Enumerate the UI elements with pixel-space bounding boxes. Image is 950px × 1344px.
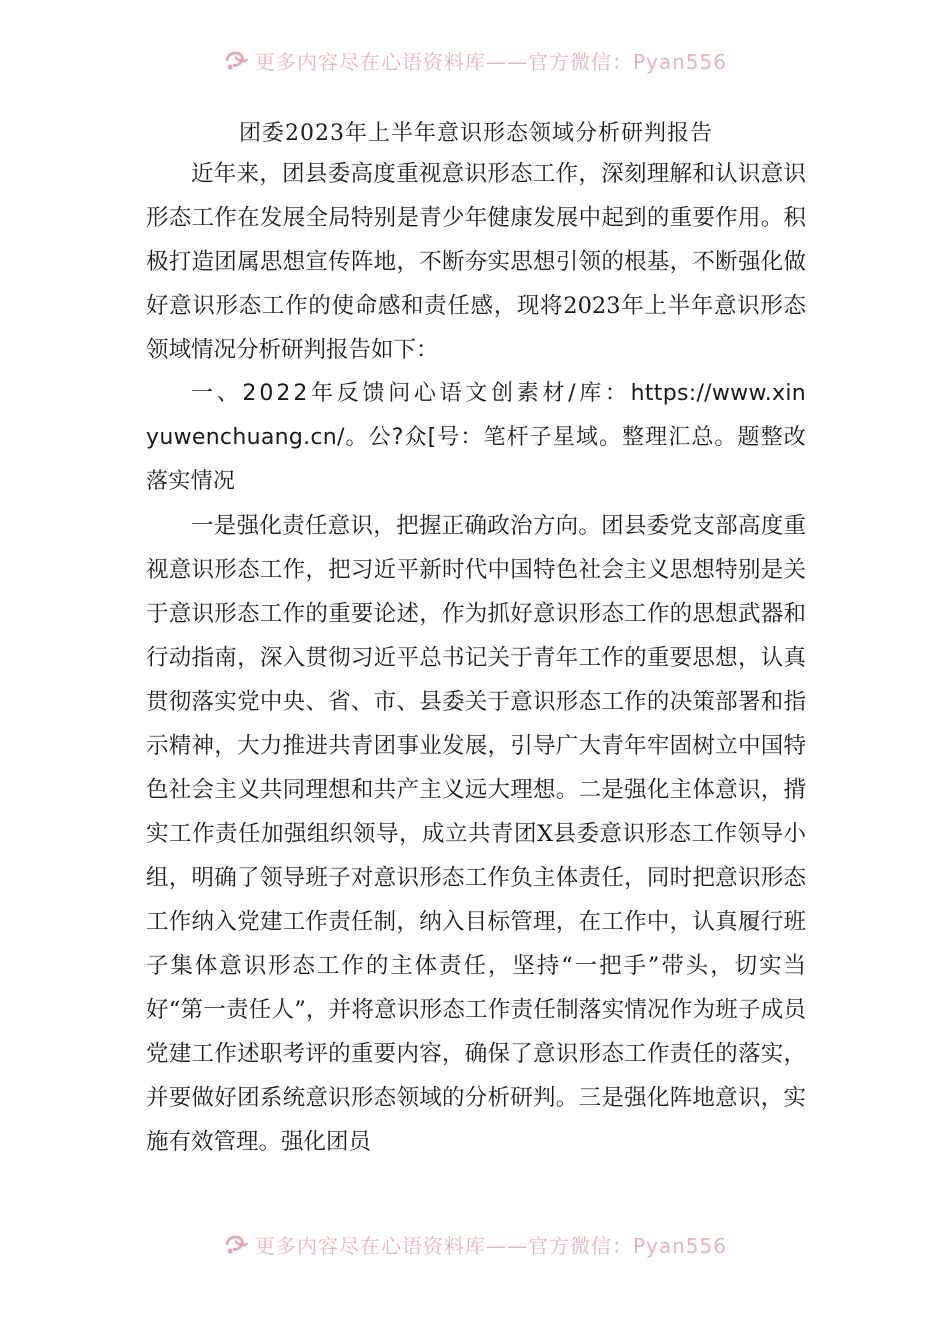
watermark-text: 更多内容尽在心语资料库——官方微信：Pyan556 bbox=[254, 49, 727, 74]
watermark-logo-icon bbox=[223, 47, 249, 73]
section-heading bbox=[146, 372, 806, 504]
document-body bbox=[146, 152, 806, 1164]
watermark-header bbox=[0, 42, 950, 78]
section-heading-rest: https://www.xinyuwenchuang.cn/。公?众[号：笔杆子星域。整理汇总。题整改落实情况 bbox=[146, 381, 806, 494]
section-heading-lead: 一、2022年反馈问心语文创素材/库： bbox=[191, 381, 631, 406]
watermark-footer bbox=[0, 1226, 950, 1262]
watermark-text: 更多内容尽在心语资料库——官方微信：Pyan556 bbox=[254, 1233, 727, 1258]
document-title: 团委2023年上半年意识形态领域分析研判报告 bbox=[239, 121, 713, 146]
section-body-paragraph: 一是强化责任意识，把握正确政治方向。团县委党支部高度重视意识形态工作，把习近平新时代中国特色社会主义思想特别是关于意识形态工作的重要论述，作为抓好意识形态工作的思想武器和行动指南，深入贯彻习近平总书记关于青年工作的重要思想，认真贯彻落实党中央、省、市、县委关于意识形态工作的决策部署和指示精神，大力推进共青团事业发展，引导广大青年牢固树立中国特色社会主义共同理想和共产主义远大理想。二是强化主体意识，揹实工作责任加强组织领导，成立共青团X县委意识形态工作领导小组，明确了领导班子对意识形态工作负主体责任，同时把意识形态工作纳入党建工作责任制，纳入目标管理，在工作中，认真履行班子集体意识形态工作的主体责任，坚持“一把手”带头，切实当好“第一责任人”，并将意识形态工作责任制落实情况作为班子成员党建工作述职考评的重要内容，确保了意识形态工作责任的落实，并要做好团系统意识形态领域的分析研判。三是强化阵地意识，实施有效管理。强化团员 bbox=[146, 513, 806, 1155]
intro-paragraph: 近年来，团县委高度重视意识形态工作，深刻理解和认识意识形态工作在发展全局特别是青少年健康发展中起到的重要作用。积极打造团属思想宣传阵地，不断夯实思想引领的根基，不断强化做好意识形态工作的使命感和责任感，现将2023年上半年意识形态领域情况分析研判报告如下： bbox=[146, 161, 806, 363]
watermark-logo-icon bbox=[223, 1231, 249, 1257]
